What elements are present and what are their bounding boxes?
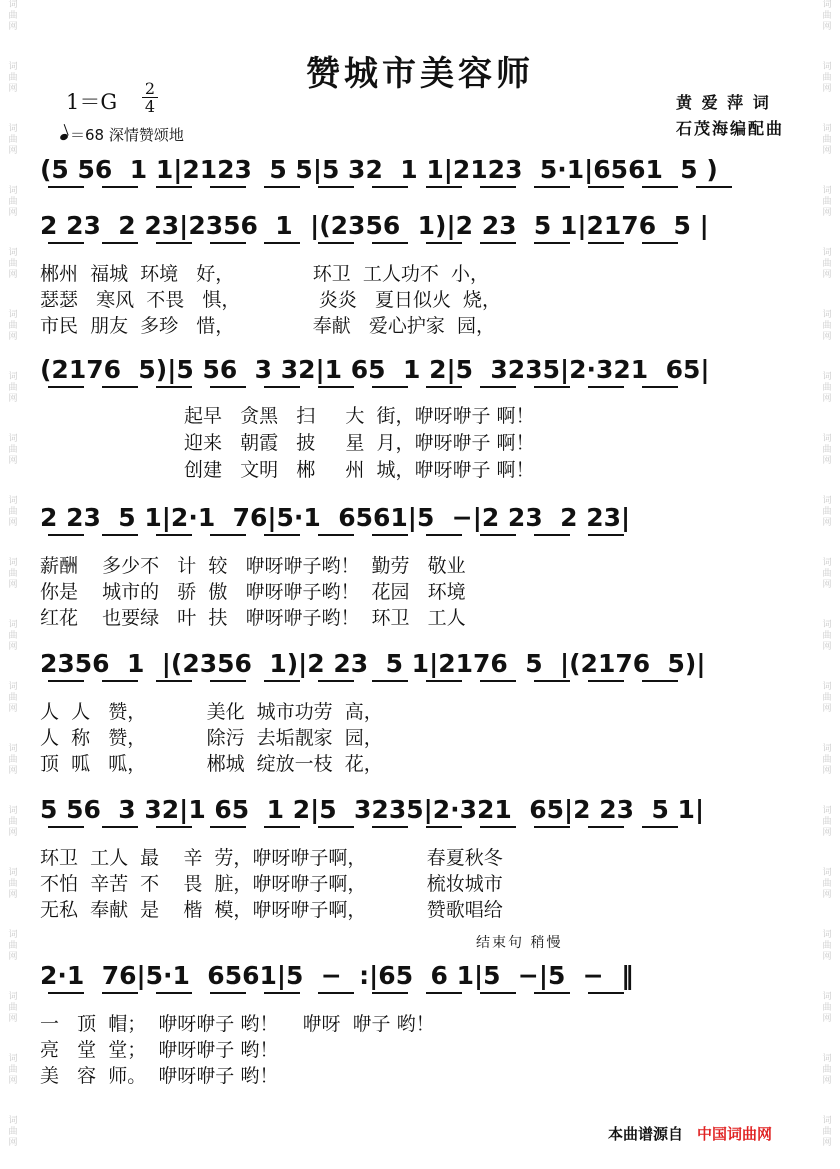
edge-watermark-text: 词 曲 网: [822, 186, 832, 218]
beam-underline: [48, 826, 84, 828]
beam-underline: [48, 680, 84, 682]
song-title: 赞城市美容师: [306, 54, 534, 94]
beam-underline: [534, 242, 570, 244]
lyric-line: 美 容 师。 咿呀咿子 哟！: [40, 1065, 279, 1087]
beam-underline: [642, 680, 678, 682]
beam-underline: [156, 534, 192, 536]
beam-underline: [534, 534, 570, 536]
edge-watermark-text: 词 曲 网: [8, 248, 18, 280]
beam-underline: [156, 680, 192, 682]
source-footer: [608, 1123, 772, 1144]
beam-underline: [102, 186, 138, 188]
beam-underline: [318, 186, 354, 188]
beam-underline: [480, 534, 516, 536]
beam-underline: [210, 186, 246, 188]
beam-underline: [534, 386, 570, 388]
edge-watermark-text: 词 曲 网: [822, 0, 832, 32]
lyric-line: 不怕 辛苦 不 畏 脏，咿呀咿子啊， 梳妆城市: [40, 873, 503, 895]
edge-watermark-text: 词 曲 网: [822, 1054, 832, 1086]
beam-underline: [264, 386, 300, 388]
notation-text: 2 23 2 23|2356 1 |(2356 1)|2 23 5 1|2176 5 |: [40, 211, 709, 240]
notation-row: [40, 352, 830, 394]
lyric-line: 市民 朋友 多珍 惜， 奉献 爱心护家 园，: [40, 315, 495, 337]
edge-watermark-text: 词 曲 网: [8, 496, 18, 528]
beam-underline: [372, 992, 408, 994]
beam-underline: [480, 680, 516, 682]
notation-text: 2 23 5 1|2·1 76|5·1 6561|5 −|2 23 2 23|: [40, 503, 631, 532]
beam-underline: [102, 992, 138, 994]
beam-underline: [318, 534, 354, 536]
lyric-line: 瑟瑟 寒风 不畏 惧， 炎炎 夏日似火 烧，: [40, 289, 502, 311]
edge-watermark-text: 词 曲 网: [822, 248, 832, 280]
beam-underline: [210, 826, 246, 828]
beam-underline: [264, 992, 300, 994]
beam-underline: [480, 186, 516, 188]
beam-underline: [426, 386, 462, 388]
notation-text: 2356 1 |(2356 1)|2 23 5 1|2176 5 |(2176 5)|: [40, 649, 706, 678]
beam-underline: [210, 992, 246, 994]
beam-underline: [102, 242, 138, 244]
quarter-note-icon: [59, 133, 69, 141]
edge-watermark-text: 词 曲 网: [8, 992, 18, 1024]
lyric-line: 你是 城市的 骄 傲 咿呀咿子哟！ 花园 环境: [40, 581, 466, 603]
edge-watermark-text: 词 曲 网: [822, 930, 832, 962]
lyricist-credit: 黄 爱 萍 词: [676, 93, 771, 112]
beam-underline: [480, 992, 516, 994]
edge-watermark-text: 词 曲 网: [8, 806, 18, 838]
beam-underline: [642, 186, 678, 188]
edge-watermark-text: 词 曲 网: [8, 1054, 18, 1086]
lyric-line: 无私 奉献 是 楷 模，咿呀咿子啊， 赞歌唱给: [40, 899, 503, 921]
edge-watermark-text: 词 曲 网: [822, 992, 832, 1024]
beam-underline: [426, 534, 462, 536]
lyric-line: 薪酬 多少不 计 较 咿呀咿子哟！ 勤劳 敬业: [40, 555, 466, 577]
left-watermark-strip: [0, 0, 26, 1169]
beam-underline: [588, 534, 624, 536]
beam-underline: [102, 826, 138, 828]
edge-watermark-text: 词 曲 网: [8, 0, 18, 32]
beam-underline: [588, 680, 624, 682]
lyric-line: 迎来 朝霞 披 星 月，咿呀咿子 啊！: [184, 432, 535, 454]
beam-underline: [102, 386, 138, 388]
edge-watermark-text: 词 曲 网: [8, 186, 18, 218]
edge-watermark-text: 词 曲 网: [822, 310, 832, 342]
lyric-line: 一 顶 帽； 咿呀咿子 哟！ 咿呀 咿子 哟！: [40, 1013, 435, 1035]
edge-watermark-text: 词 曲 网: [8, 558, 18, 590]
meter-denominator: 4: [144, 97, 156, 116]
lyric-line: 人 称 赞， 除污 去垢靓家 园，: [40, 727, 383, 749]
notation-row: [40, 152, 830, 194]
beam-underline: [372, 242, 408, 244]
beam-underline: [48, 242, 84, 244]
beam-underline: [48, 534, 84, 536]
tempo-marking: [60, 124, 184, 145]
beam-underline: [426, 680, 462, 682]
beam-underline: [156, 826, 192, 828]
beam-underline: [534, 992, 570, 994]
edge-watermark-text: 词 曲 网: [822, 868, 832, 900]
edge-watermark-text: 词 曲 网: [822, 62, 832, 94]
edge-watermark-text: 词 曲 网: [8, 744, 18, 776]
beam-underline: [426, 242, 462, 244]
notation-row: [40, 792, 830, 834]
beam-underline: [156, 386, 192, 388]
beam-underline: [264, 534, 300, 536]
beam-underline: [318, 992, 354, 994]
beam-underline: [48, 386, 84, 388]
lyric-line: 起早 贪黑 扫 大 街，咿呀咿子 啊！: [184, 405, 535, 427]
edge-watermark-text: 词 曲 网: [822, 620, 832, 652]
lyric-line: 创建 文明 郴 州 城，咿呀咿子 啊！: [184, 459, 535, 481]
beam-underline: [210, 534, 246, 536]
lyric-line: 顶 呱 呱， 郴城 绽放一枝 花，: [40, 753, 383, 775]
notation-text: 5 56 3 32|1 65 1 2|5 3235|2·321 65|2 23 5 1|: [40, 795, 705, 824]
beam-underline: [48, 992, 84, 994]
notation-text: (5 56 1 1|2123 5 5|5 32 1 1|2123 5·1|6561 5 ): [40, 155, 718, 184]
beam-underline: [264, 680, 300, 682]
beam-underline: [534, 826, 570, 828]
edge-watermark-text: 词 曲 网: [8, 620, 18, 652]
beam-underline: [48, 186, 84, 188]
tempo-expression: 深情赞颂地: [108, 126, 184, 144]
beam-underline: [102, 680, 138, 682]
beam-underline: [264, 186, 300, 188]
edge-watermark-text: 词 曲 网: [822, 124, 832, 156]
lyric-line: 红花 也要绿 叶 扶 咿呀咿子哟！ 环卫 工人: [40, 607, 466, 629]
beam-underline: [642, 242, 678, 244]
beam-underline: [372, 826, 408, 828]
beam-underline: [318, 826, 354, 828]
time-signature: [142, 80, 158, 115]
beam-underline: [372, 186, 408, 188]
beam-underline: [210, 680, 246, 682]
edge-watermark-text: 词 曲 网: [822, 1116, 832, 1148]
meter-numerator: 2: [144, 79, 156, 98]
lyric-line: 人 人 赞， 美化 城市功劳 高，: [40, 701, 383, 723]
beam-underline: [372, 386, 408, 388]
notation-text: (2176 5)|5 56 3 32|1 65 1 2|5 3235|2·321 65|: [40, 355, 710, 384]
beam-underline: [156, 186, 192, 188]
edge-watermark-text: 词 曲 网: [8, 930, 18, 962]
beam-underline: [588, 186, 624, 188]
beam-underline: [318, 386, 354, 388]
beam-underline: [372, 534, 408, 536]
beam-underline: [318, 242, 354, 244]
beam-underline: [156, 242, 192, 244]
performance-note: 结束句 稍慢: [476, 935, 563, 951]
lyric-line: 郴州 福城 环境 好， 环卫 工人功不 小，: [40, 263, 489, 285]
notation-row: [40, 500, 830, 542]
key-signature: 1＝G: [66, 90, 118, 114]
composer-credit: 石茂海编配曲: [676, 119, 785, 138]
beam-underline: [480, 826, 516, 828]
edge-watermark-text: 词 曲 网: [8, 62, 18, 94]
edge-watermark-text: 词 曲 网: [8, 1116, 18, 1148]
edge-watermark-text: 词 曲 网: [8, 434, 18, 466]
beam-underline: [210, 242, 246, 244]
lyric-line: 亮 堂 堂； 咿呀咿子 哟！: [40, 1039, 279, 1061]
source-site-link[interactable]: 中国词曲网: [697, 1125, 773, 1143]
beam-underline: [426, 186, 462, 188]
tempo-value: ＝68: [70, 126, 105, 144]
beam-underline: [588, 242, 624, 244]
beam-underline: [642, 826, 678, 828]
beam-underline: [480, 386, 516, 388]
beam-underline: [534, 186, 570, 188]
beam-underline: [588, 992, 624, 994]
beam-underline: [156, 992, 192, 994]
notation-text: 2·1 76|5·1 6561|5 − :|65 6 1|5 −|5 − ‖: [40, 961, 634, 990]
beam-underline: [696, 186, 732, 188]
beam-underline: [588, 386, 624, 388]
edge-watermark-text: 词 曲 网: [8, 310, 18, 342]
beam-underline: [480, 242, 516, 244]
edge-watermark-text: 词 曲 网: [8, 372, 18, 404]
edge-watermark-text: 词 曲 网: [8, 868, 18, 900]
edge-watermark-text: 词 曲 网: [822, 372, 832, 404]
beam-underline: [588, 826, 624, 828]
beam-underline: [264, 242, 300, 244]
lyric-line: 环卫 工人 最 辛 劳，咿呀咿子啊， 春夏秋冬: [40, 847, 503, 869]
edge-watermark-text: 词 曲 网: [822, 434, 832, 466]
beam-underline: [426, 992, 462, 994]
edge-watermark-text: 词 曲 网: [8, 124, 18, 156]
beam-underline: [642, 386, 678, 388]
beam-underline: [534, 680, 570, 682]
edge-watermark-text: 词 曲 网: [822, 744, 832, 776]
edge-watermark-text: 词 曲 网: [8, 682, 18, 714]
edge-watermark-text: 词 曲 网: [822, 496, 832, 528]
beam-underline: [264, 826, 300, 828]
edge-watermark-text: 词 曲 网: [822, 682, 832, 714]
notation-row: [40, 646, 830, 688]
beam-underline: [318, 680, 354, 682]
beam-underline: [372, 680, 408, 682]
beam-underline: [102, 534, 138, 536]
edge-watermark-text: 词 曲 网: [822, 806, 832, 838]
beam-underline: [210, 386, 246, 388]
notation-row: [40, 958, 830, 1000]
beam-underline: [426, 826, 462, 828]
source-label: 本曲谱源自: [608, 1125, 684, 1143]
edge-watermark-text: 词 曲 网: [822, 558, 832, 590]
notation-row: [40, 208, 830, 250]
